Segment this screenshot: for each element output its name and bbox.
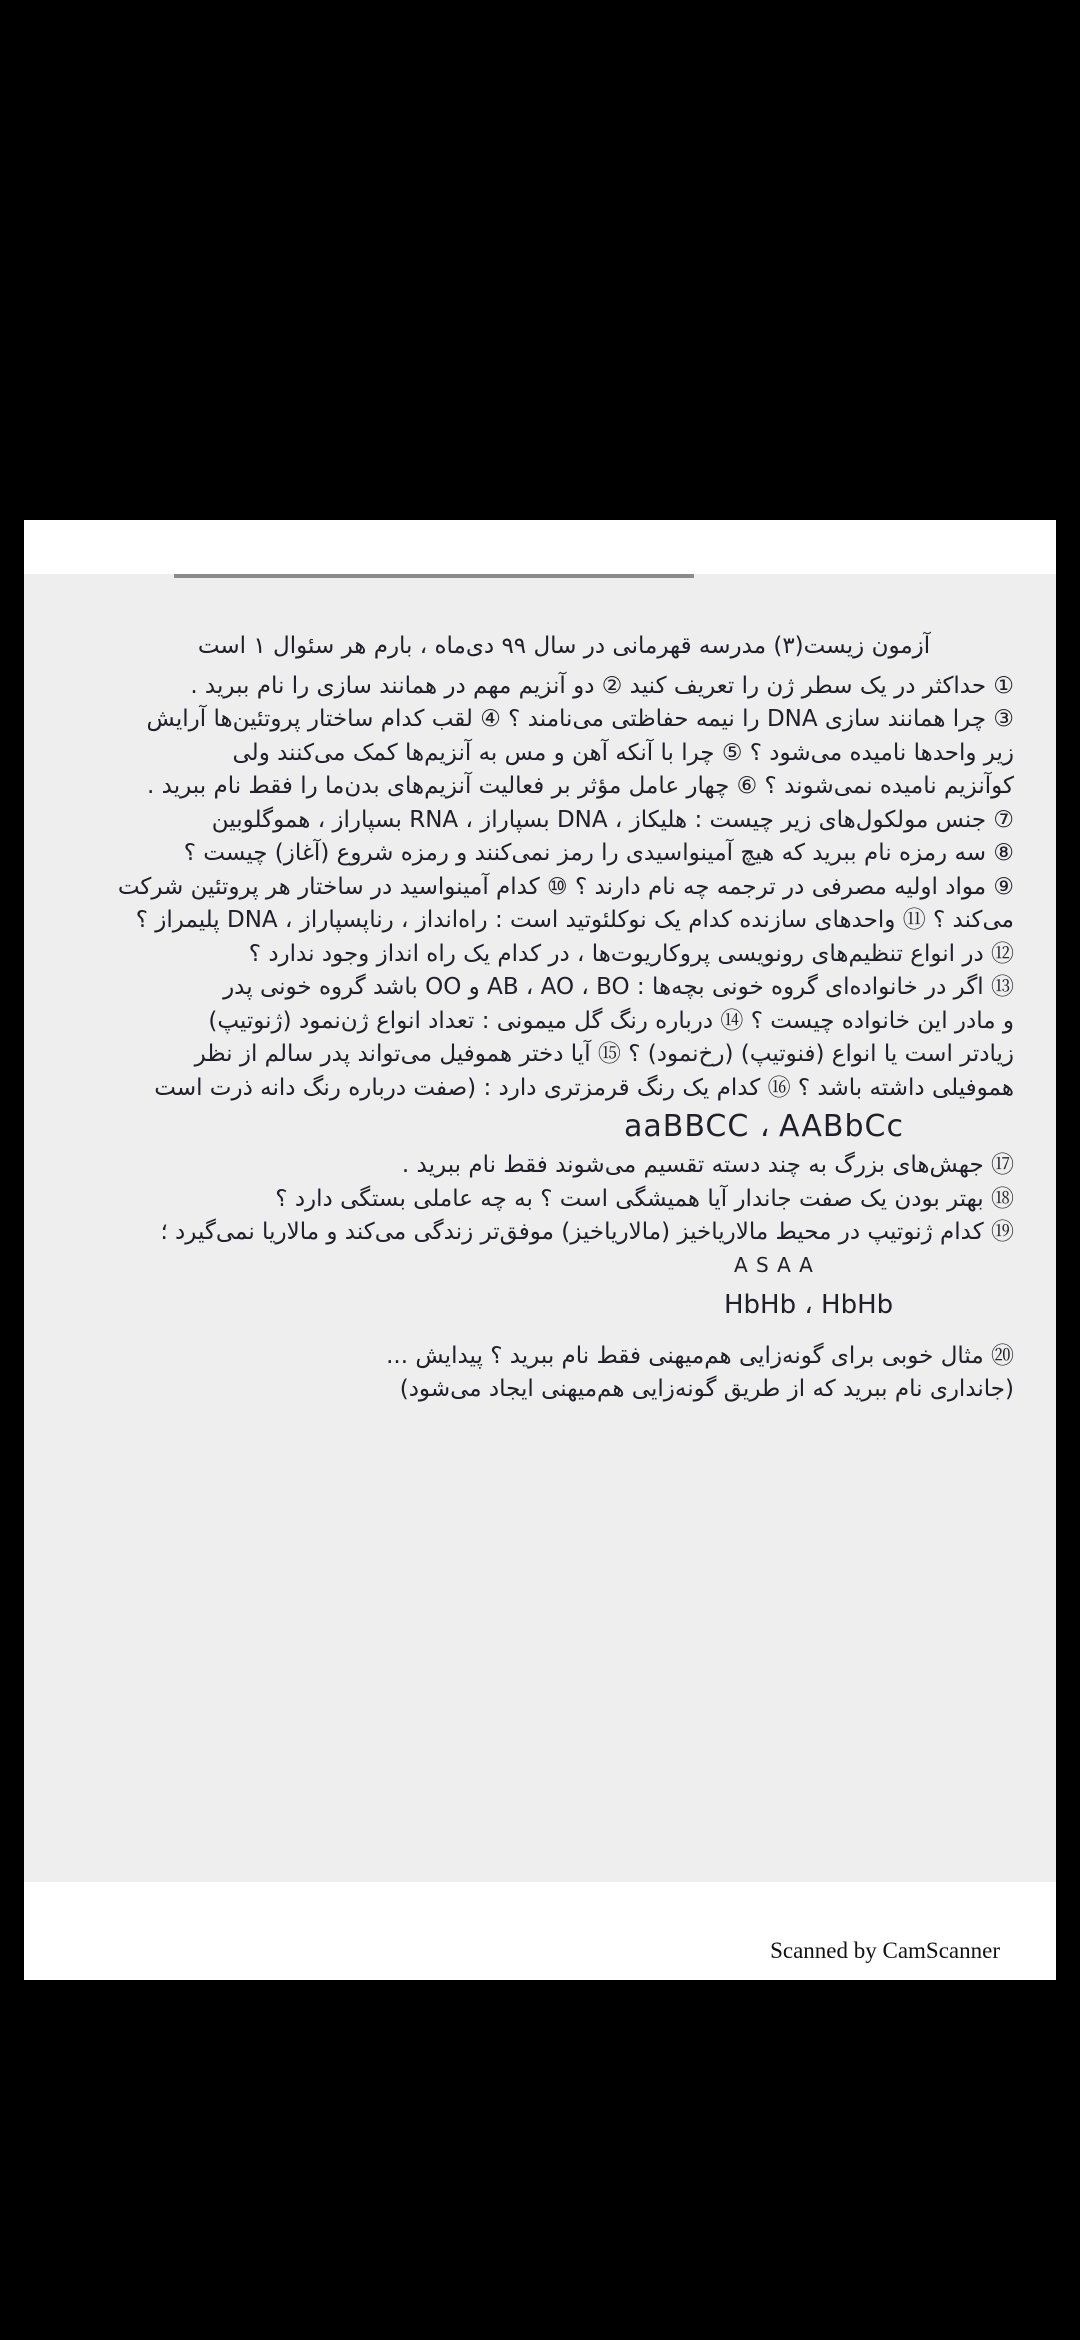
- text-line: زیادتر است یا انواع (فنوتیپ) (رخ‌نمود) ؟ ⑮ آیا دختر هموفیل می‌تواند پدر سالم از نظر: [194, 1041, 1014, 1067]
- text-line: ⑳ مثال خوبی برای گونه‌زایی هم‌میهنی فقط نام ببرید ؟ پیدایش ...: [386, 1342, 1014, 1369]
- handwritten-exam: [34, 630, 1014, 1407]
- text-line: زیر واحدها نامیده می‌شود ؟ ⑤ چرا با آنکه آهن و مس به آنزیم‌ها کمک می‌کنند ولی: [232, 739, 1014, 766]
- hemoglobin-genotypes: HbHb ، HbHb: [724, 1289, 894, 1320]
- text-line: (جانداری نام ببرید که از طریق گونه‌زایی هم‌میهنی ایجاد می‌شود): [399, 1376, 1014, 1402]
- text-line: ⑲ کدام ژنوتیپ در محیط مالاریاخیز (مالاریاخیز) موفق‌تر زندگی می‌کند و مالاریا نمی‌گیرد ؛: [160, 1219, 1014, 1245]
- text-line: ⑱ بهتر بودن یک صفت جاندار آیا همیشگی است ؟ به چه عاملی بستگی دارد ؟: [275, 1185, 1014, 1212]
- text-line: ⑫ در انواع تنظیم‌های رونویسی پروکاریوت‌ها ، در کدام یک راه انداز وجود ندارد ؟: [248, 940, 1014, 967]
- exam-title: آزمون زیست(۳) مدرسه قهرمانی در سال ۹۹ دی‌ماه ، بارم هر سئوال ۱ است: [197, 633, 931, 659]
- paper-sheet: [24, 574, 1056, 1882]
- text-line: کوآنزیم نامیده نمی‌شوند ؟ ⑥ چهار عامل مؤثر بر فعالیت آنزیم‌های بدن‌ما را فقط نام ببرید .: [147, 773, 1014, 799]
- text-line: ⑨ مواد اولیه مصرفی در ترجمه چه نام دارند ؟ ⑩ کدام آمینواسید در ساختار هر پروتئین شرکت: [117, 873, 1014, 900]
- text-line: ③ چرا همانند سازی DNA را نیمه حفاظتی می‌نامند ؟ ④ لقب کدام ساختار پروتئین‌ها آرایش: [146, 706, 1014, 732]
- scanned-page: [24, 520, 1056, 1980]
- text-line: ⑧ سه رمزه نام ببرید که هیچ آمینواسیدی را رمز نمی‌کنند و رمزه شروع (آغاز) چیست ؟: [183, 840, 1014, 866]
- text-line: ⑦ جنس مولکول‌های زیر چیست : هلیکاز ، DNA بسپاراز ، RNA بسپاراز ، هموگلوبین: [211, 806, 1014, 833]
- camscanner-watermark: Scanned by CamScanner: [770, 1938, 1000, 1963]
- text-line: هموفیلی داشته باشد ؟ ⑯ کدام یک رنگ قرمزتری دارد : (صفت درباره رنگ دانه ذرت است: [154, 1074, 1014, 1101]
- text-line: ⑬ اگر در خانواده‌ای گروه خونی بچه‌ها : AB ، AO ، BO و OO باشد گروه خونی پدر: [223, 974, 1014, 1000]
- text-line: و مادر این خانواده چیست ؟ ⑭ درباره رنگ گل میمونی : تعداد انواع ژن‌نمود (ژنوتیپ): [208, 1007, 1014, 1034]
- paper-top-edge: [174, 574, 694, 578]
- text-line: ⑰ جهش‌های بزرگ به چند دسته تقسیم می‌شوند فقط نام ببرید .: [401, 1152, 1014, 1178]
- text-line: ① حداکثر در یک سطر ژن را تعریف کنید ② دو آنزیم مهم در همانند سازی را نام ببرید .: [190, 672, 1014, 699]
- allele-superscripts: A S A A: [734, 1252, 814, 1277]
- genotype-options: aaBBCC ، AABbCc: [624, 1109, 904, 1144]
- text-line: می‌کند ؟ ⑪ واحدهای سازنده کدام یک نوکلئوتید است : راه‌انداز ، رناپسپاراز ، DNA پلیمراز ؟: [135, 907, 1014, 933]
